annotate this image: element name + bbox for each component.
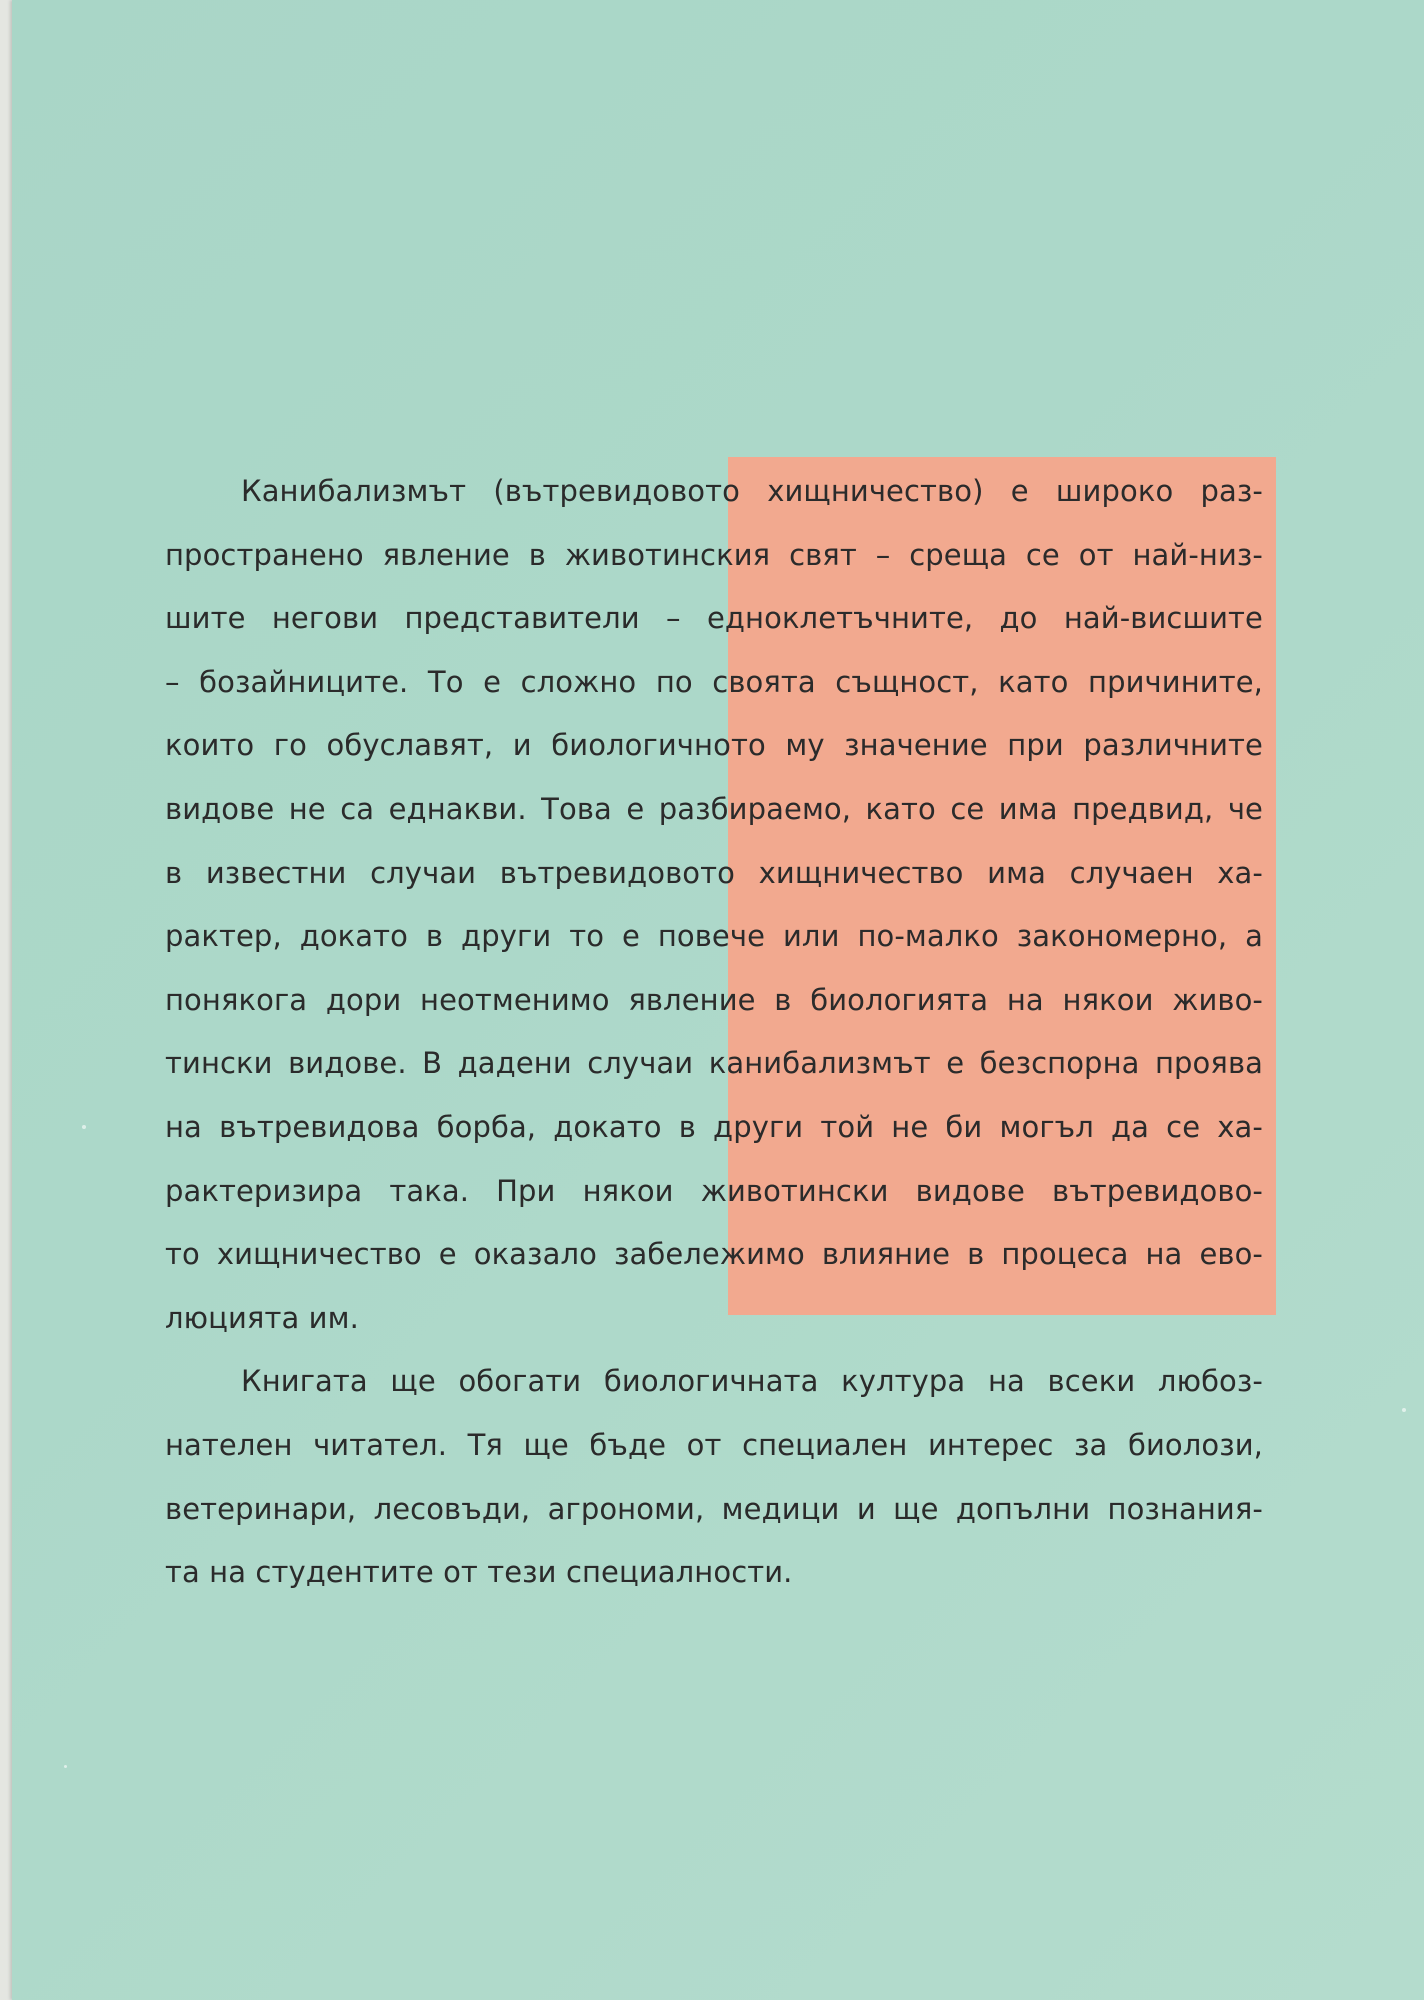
blurb-line: Канибализмът (вътревидовото хищничество) е широко раз-: [241, 474, 1263, 508]
blurb-line: рактер, докато в други то е повече или по-малко закономерно, а: [165, 919, 1263, 954]
blurb-line: та на студентите от тези специалности.: [165, 1555, 793, 1590]
blurb-line: видове не са еднакви. Това е разбираемо, като се има предвид, че: [165, 791, 1263, 826]
blurb-line: пространено явление в животинския свят – среща се от най-низ-: [165, 537, 1263, 572]
blurb-line: люцията им.: [165, 1300, 359, 1335]
blurb-line: шите негови представители – едноклетъчните, до най-висшите: [165, 601, 1263, 636]
blurb-line: в известни случаи вътревидовото хищничество има случаен ха-: [165, 855, 1263, 890]
blurb-line: които го обуславят, и биологичното му значение при различните: [165, 728, 1263, 763]
blurb-line: Книгата ще обогати биологичната култура на всеки любоз-: [241, 1364, 1263, 1399]
dust-speck: [1402, 1408, 1406, 1412]
blurb-line: нателен читател. Тя ще бъде от специален интерес за биолози,: [165, 1427, 1263, 1462]
blurb-line: тински видове. В дадени случаи канибализмът е безспорна проява: [165, 1046, 1263, 1081]
blurb-line: на вътревидова борба, докато в други той не би могъл да се ха-: [165, 1109, 1263, 1144]
blurb-line: рактеризира така. При някои животински видове вътревидово-: [165, 1173, 1263, 1208]
blurb-line: то хищничество е оказало забележимо влияние в процеса на ево-: [165, 1237, 1263, 1272]
blurb-line: ветеринари, лесовъди, агрономи, медици и ще допълни познания-: [165, 1491, 1263, 1526]
back-cover-blurb: [165, 460, 1263, 1605]
dust-speck: [64, 1765, 67, 1768]
dust-speck: [82, 1125, 86, 1129]
blurb-line: понякога дори неотменимо явление в биологията на някои живо-: [165, 982, 1263, 1017]
blurb-line: – бозайниците. То е сложно по своята същност, като причините,: [165, 664, 1263, 699]
